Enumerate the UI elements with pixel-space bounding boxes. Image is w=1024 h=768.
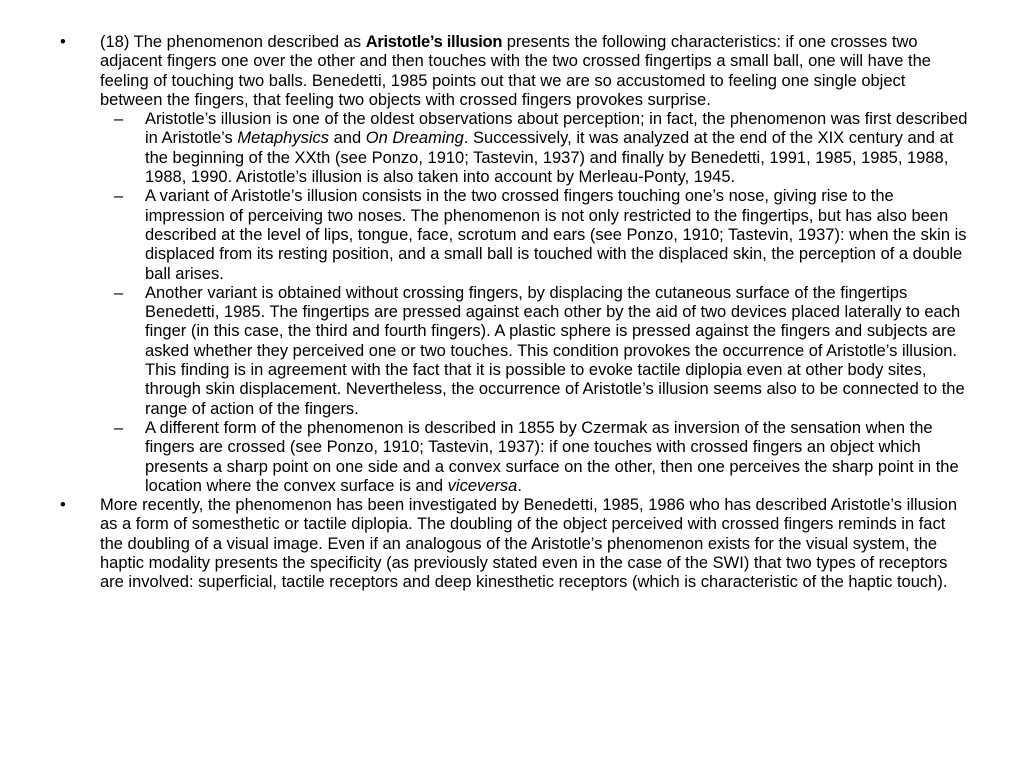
dash-marker: – bbox=[114, 283, 124, 302]
sub-text-part: . Successively, it was analyzed at the end of the XIX century and at the beginning of the XXth (see Ponzo, 1910; Tastevin, 1937) and finally by Benedetti, 1991, 1985, 1985, 1988, 1988, 1990. Aristotle’s illusion is also taken into account by Merleau-Ponty, 1945. bbox=[145, 129, 954, 187]
italic-term: On Dreaming bbox=[365, 129, 464, 148]
sub-text bbox=[145, 419, 959, 495]
bullet-text bbox=[100, 33, 931, 109]
sub-text: A variant of Aristotle’s illusion consists in the two crossed fingers touching one’s nose, giving rise to the impression of perceiving two noses. The phenomenon is not only restricted to the fingertips, but has also been described at the level of lips, tongue, face, scrotum and ears (see Ponzo, 1910; Tastevin, 1937): when the skin is displaced from its resting position, and a small ball is touched with the displaced skin, the perception of a double ball arises. bbox=[145, 187, 967, 283]
italic-term: viceversa bbox=[447, 476, 518, 495]
bullet-marker: • bbox=[60, 33, 66, 51]
bullet-text: More recently, the phenomenon has been investigated by Benedetti, 1985, 1986 who has described Aristotle’s illusion as a form of somesthetic or tactile diplopia. The doubling of the object perceived with crossed fingers reminds in fact the doubling of a visual image. Even if an analogous of the Aristotle’s phenomenon exists for the visual system, the haptic modality presents the specificity (as previously stated even in the case of the SWI) that two types of receptors are involved: superficial, tactile receptors and deep kinesthetic receptors (which is characteristic of the haptic touch). bbox=[100, 496, 958, 592]
sub-item-czermak bbox=[100, 419, 970, 496]
sub-item-displacement-variant bbox=[100, 284, 970, 419]
bullet-text-part: presents the following characteristics: if one crosses two adjacent fingers one over the other and then touches with the two crossed fingertips a small ball, one will have the feeling of touching two balls. Benedetti, 1985 points out that we are so accustomed to feeling one single object between the fingers, that feeling two objects with crossed fingers provokes surprise. bbox=[100, 33, 931, 109]
bullet-item-recent bbox=[60, 496, 970, 592]
bold-term: Aristotle’s illusion bbox=[365, 33, 503, 51]
dash-marker: – bbox=[114, 110, 124, 129]
sub-item-nose-variant bbox=[100, 187, 970, 283]
sub-text: Another variant is obtained without crossing fingers, by displacing the cutaneous surface of the fingertips Benedetti, 1985. The fingertips are pressed against each other by the aid of two devices placed laterally to each finger (in this case, the third and fourth fingers). A plastic sphere is pressed against the fingers and subjects are asked whether they perceived one or two touches. This condition provokes the occurrence of Aristotle’s illusion. This finding is in agreement with the fact that it is possible to evoke tactile diplopia even at other body sites, through skin displacement. Nevertheless, the occurrence of Aristotle’s illusion seems also to be connected to the range of action of the fingers. bbox=[145, 283, 965, 418]
bullet-list bbox=[60, 33, 970, 593]
sub-text-part: and bbox=[329, 129, 366, 148]
bullet-item-18 bbox=[60, 33, 970, 496]
sub-text bbox=[145, 110, 967, 186]
sub-list bbox=[100, 110, 970, 496]
sub-text-part: A different form of the phenomenon is described in 1855 by Czermak as inversion of the sensation when the fingers are crossed (see Ponzo, 1910; Tastevin, 1937): if one touches with crossed fingers an object which presents a sharp point on one side and a convex surface on the other, then one perceives the sharp point in the location where the convex surface is and bbox=[145, 418, 959, 495]
dash-marker: – bbox=[114, 418, 124, 437]
bullet-text-part: (18) The phenomenon described as bbox=[100, 33, 366, 51]
bullet-marker: • bbox=[60, 496, 66, 515]
sub-item-origins bbox=[100, 110, 970, 187]
dash-marker: – bbox=[114, 187, 124, 206]
sub-text-part: Aristotle’s illusion is one of the oldest observations about perception; in fact, the phenomenon was first described in Aristotle’s bbox=[145, 110, 968, 148]
sub-text-part: . bbox=[517, 476, 522, 495]
italic-term: Metaphysics bbox=[237, 129, 330, 148]
